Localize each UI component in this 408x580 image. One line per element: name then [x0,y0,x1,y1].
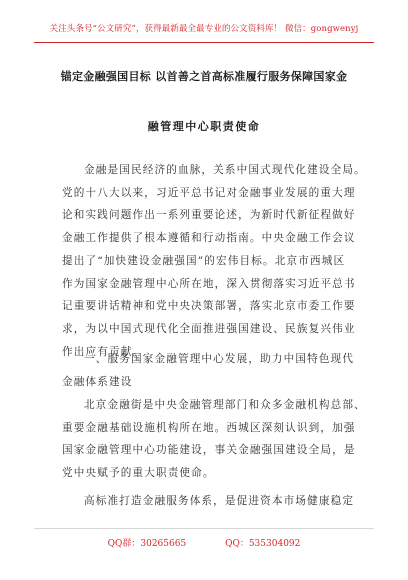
qq-group-number: QQ群：30265665 [107,539,187,549]
text-line: 国家金融管理中心功能建设，事关金融强国建设全局，是 [62,444,356,457]
text-line: 一、服务国家金融管理中心发展，助力中国特色现代 [84,353,355,365]
qq-number: QQ：535304092 [225,539,301,549]
header-note: 关注头条号“公文研究”，获得最新最全最专业的公文资料库！ 微信：gongwenyj [49,24,359,34]
section-heading-1 [62,348,355,393]
text-line: 党中央赋予的重大职责使命。 [62,467,215,480]
text-line: 记重要讲话精神和党中央决策部署，落实北京市委工作要 [62,300,356,313]
footer [0,536,408,549]
document-title-line-2: 融管理中心职责使命 [147,120,261,133]
footer-divider [34,528,374,529]
header-divider [34,42,374,43]
text-line: 求，为以中国式现代化全面推进强国建设、民族复兴伟业 [62,322,356,335]
text-line: 提出了“加快建设金融强国”的宏伟目标。北京市西城区 [62,254,346,267]
document-title-line-1: 锚定金融强国目标 以首善之首高标准履行服务保障国家金 [60,70,348,83]
paragraph-service-system [62,490,355,513]
text-line: 作为国家金融管理中心所在地，深入贯彻落实习近平总书 [62,277,356,290]
text-line: 党的十八大以来，习近平总书记对金融事业发展的重大理 [62,186,356,199]
text-line: 北京金融街是中央金融管理部门和众多金融机构总部、 [84,399,366,411]
text-line: 重要金融基础设施机构所在地。西城区深刻认识到，加强 [62,421,356,434]
text-line: 作出应有贡献。 [62,345,145,358]
text-line: 金融体系建设 [62,375,133,388]
text-line: 高标准打造金融服务体系，是促进资本市场健康稳定 [84,495,355,507]
paragraph-intro [62,159,366,363]
text-line: 金融是国民经济的血脉，关系中国式现代化建设全局。 [84,164,366,176]
paragraph-financial-street [62,394,366,485]
text-line: 金融工作提供了根本遵循和行动指南。中央金融工作会议 [62,232,356,245]
text-line: 论和实践问题作出一系列重要论述，为新时代新征程做好 [62,209,356,222]
